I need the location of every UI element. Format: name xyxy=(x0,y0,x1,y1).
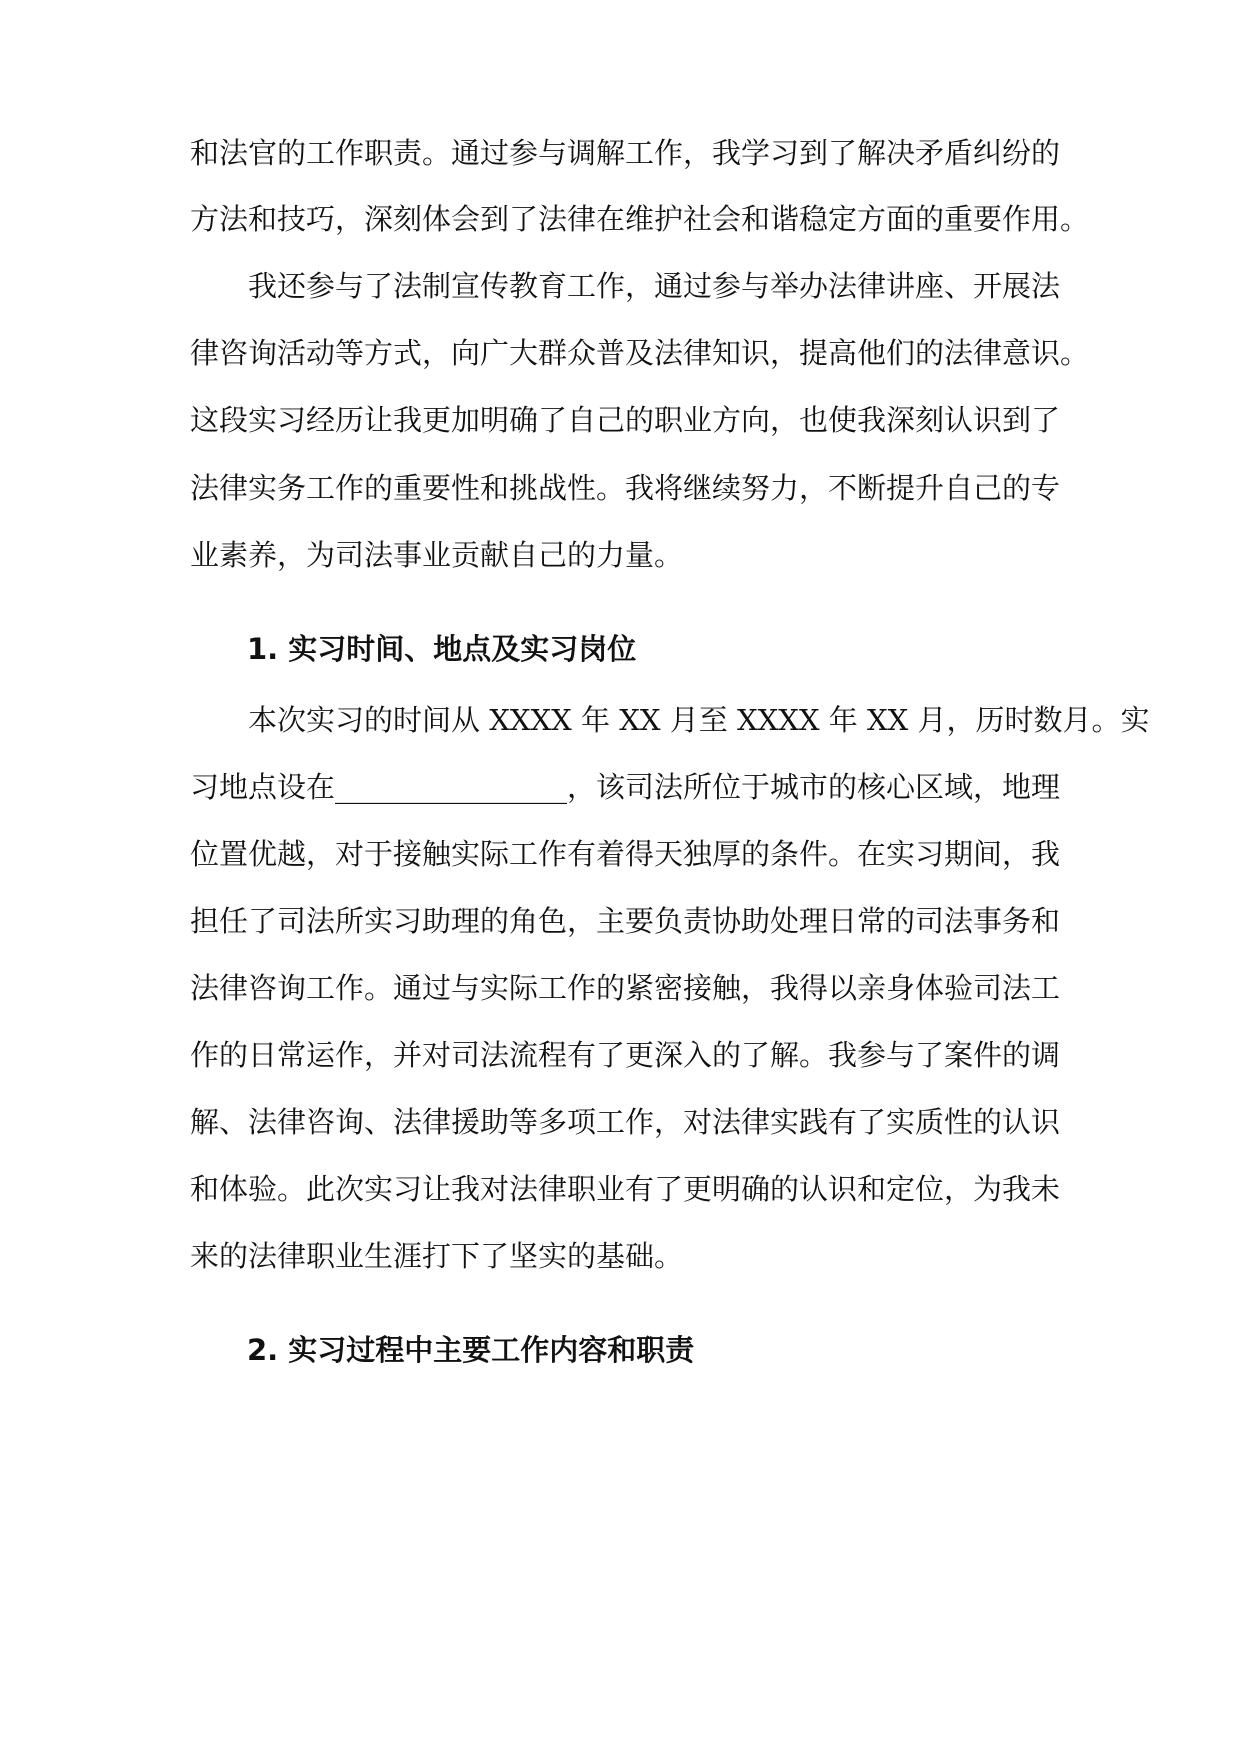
text-line: 方法和技巧，深刻体会到了法律在维护社会和谐稳定方面的重要作用。 xyxy=(190,202,1090,236)
text-line: 我还参与了法制宣传教育工作，通过参与举办法律讲座、开展法 xyxy=(248,269,1061,303)
text-line: 法律实务工作的重要性和挑战性。我将继续努力，不断提升自己的专 xyxy=(190,471,1061,505)
section-heading-1: 1. 实习时间、地点及实习岗位 xyxy=(247,632,637,666)
text-line: 法律咨询工作。通过与实际工作的紧密接触，我得以亲身体验司法工 xyxy=(190,971,1061,1005)
text-line: 习地点设在________________，该司法所位于城市的核心区域，地理 xyxy=(190,770,1061,804)
text-line: 来的法律职业生涯打下了坚实的基础。 xyxy=(190,1239,684,1273)
text-line: 担任了司法所实习助理的角色，主要负责协助处理日常的司法事务和 xyxy=(190,904,1061,938)
text-line: 律咨询活动等方式，向广大群众普及法律知识，提高他们的法律意识。 xyxy=(190,336,1090,370)
text-line: 本次实习的时间从 XXXX 年 XX 月至 XXXX 年 XX 月，历时数月。实 xyxy=(248,703,1150,737)
section-heading-2: 2. 实习过程中主要工作内容和职责 xyxy=(247,1333,695,1367)
text-line: 解、法律咨询、法律援助等多项工作，对法律实践有了实质性的认识 xyxy=(190,1105,1061,1139)
text-line: 这段实习经历让我更加明确了自己的职业方向，也使我深刻认识到了 xyxy=(190,403,1061,437)
text-line: 业素养，为司法事业贡献自己的力量。 xyxy=(190,538,684,572)
text-line: 作的日常运作，并对司法流程有了更深入的了解。我参与了案件的调 xyxy=(190,1038,1061,1072)
text-line: 和法官的工作职责。通过参与调解工作，我学习到了解决矛盾纠纷的 xyxy=(190,136,1061,170)
text-line: 和体验。此次实习让我对法律职业有了更明确的认识和定位，为我未 xyxy=(190,1172,1061,1206)
text-line: 位置优越，对于接触实际工作有着得天独厚的条件。在实习期间，我 xyxy=(190,837,1061,871)
